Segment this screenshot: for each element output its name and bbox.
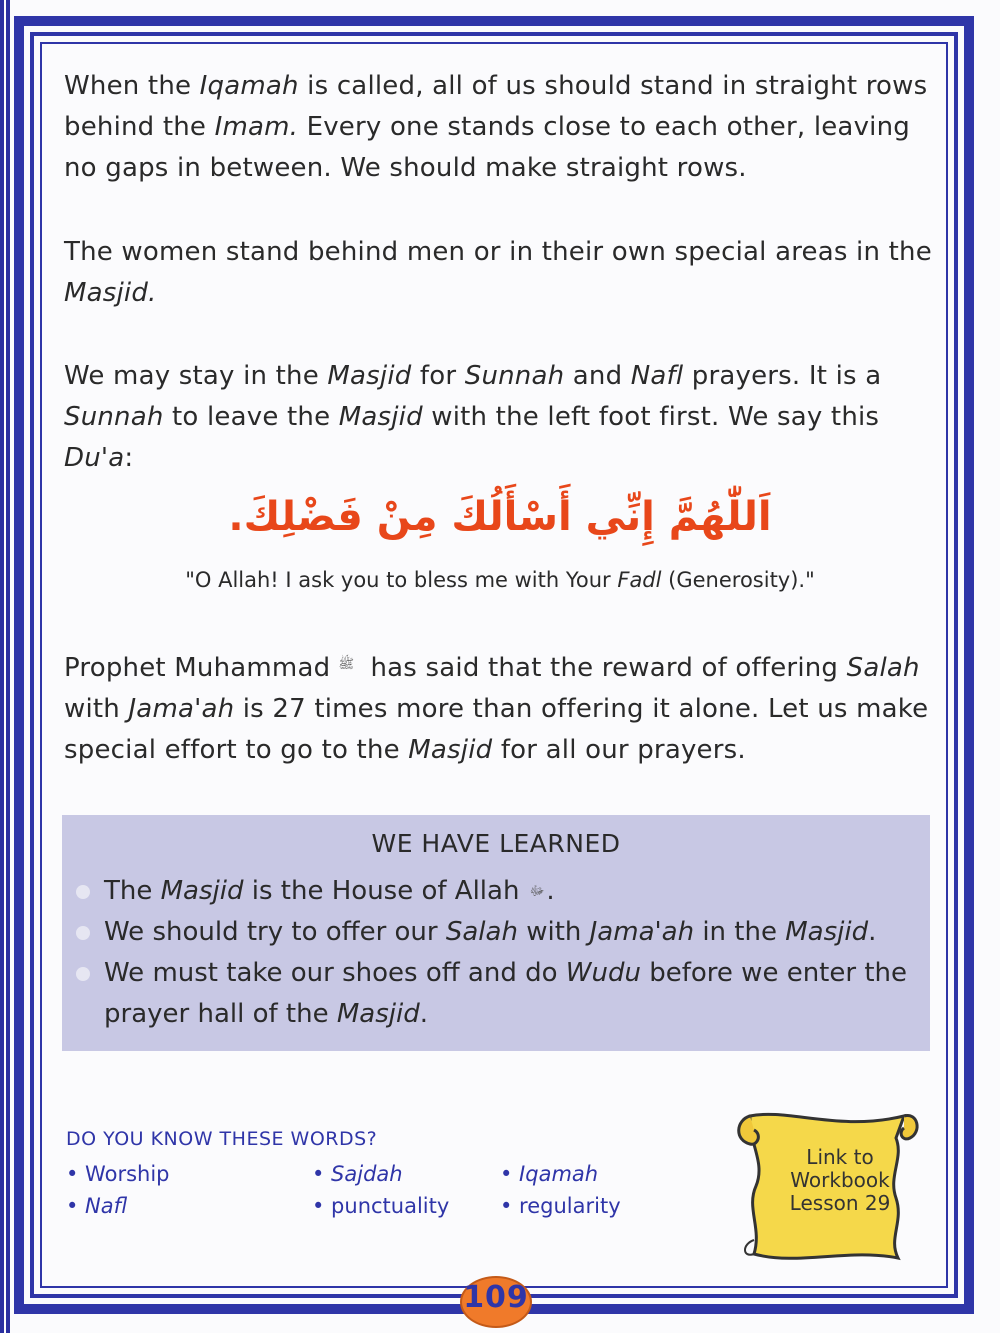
glorified-glyph: ﷻ bbox=[529, 884, 545, 899]
text: "O Allah! I ask you to bless me with Your bbox=[185, 568, 618, 592]
text: and bbox=[564, 361, 631, 391]
learned-list bbox=[74, 871, 924, 1035]
text: . bbox=[868, 917, 877, 947]
vocab-title: DO YOU KNOW THESE WORDS? bbox=[66, 1128, 378, 1150]
text: We should try to offer our bbox=[104, 917, 446, 947]
workbook-line: Link to bbox=[806, 1145, 874, 1169]
term-salah: Salah bbox=[846, 653, 920, 683]
term: Masjid bbox=[785, 917, 869, 947]
text: (Generosity)." bbox=[661, 568, 815, 592]
vocab-word: • Nafl bbox=[66, 1194, 128, 1218]
vocab-column bbox=[66, 1158, 170, 1222]
text: Prophet Muhammad bbox=[64, 653, 331, 683]
text: The bbox=[104, 876, 161, 906]
text: with bbox=[517, 917, 590, 947]
term-sunnah: Sunnah bbox=[464, 361, 565, 391]
text: before we enter the prayer hall of the bbox=[104, 958, 907, 1029]
vocab-word: • Iqamah bbox=[500, 1162, 599, 1186]
text: for bbox=[411, 361, 465, 391]
learned-item bbox=[74, 912, 924, 953]
term-masjid: Masjid. bbox=[64, 278, 157, 308]
text: with bbox=[64, 694, 129, 724]
paragraph-reward bbox=[64, 644, 934, 771]
learned-item bbox=[74, 953, 924, 1035]
term-dua: Du'a bbox=[64, 443, 125, 473]
dua-translation bbox=[0, 568, 1000, 592]
term-masjid: Masjid bbox=[408, 735, 493, 765]
term: Masjid bbox=[336, 999, 420, 1029]
text: The women stand behind men or in their own special areas in the bbox=[64, 237, 932, 267]
pbuh-glyph: ﷺ bbox=[338, 657, 355, 672]
vocab-column bbox=[500, 1158, 621, 1222]
vocab-word: • punctuality bbox=[312, 1194, 450, 1218]
text: Every one stands close to each other, leaving no gaps in between. We should make straight rows. bbox=[64, 112, 910, 183]
vocab-word: • Worship bbox=[66, 1162, 170, 1186]
term-imam: Imam. bbox=[214, 112, 299, 142]
text: with the left foot first. We say this bbox=[422, 402, 880, 432]
text: is the House of Allah bbox=[243, 876, 528, 906]
workbook-link[interactable] bbox=[760, 1146, 920, 1215]
term-fadl: Fadl bbox=[617, 568, 662, 592]
paragraph-sunnah bbox=[64, 356, 934, 479]
paragraph-women bbox=[64, 232, 934, 314]
text: is 27 times more than offering it alone. Let us make special effort to go to the bbox=[64, 694, 929, 765]
text: We must take our shoes off and do bbox=[104, 958, 566, 988]
text: When the bbox=[64, 71, 200, 101]
term-masjid: Masjid bbox=[327, 361, 412, 391]
term-masjid: Masjid bbox=[338, 402, 423, 432]
paragraph-iqamah bbox=[64, 66, 934, 189]
learned-title: WE HAVE LEARNED bbox=[371, 829, 621, 858]
text: . bbox=[419, 999, 428, 1029]
text: has said that the reward of offering bbox=[362, 653, 847, 683]
term-nafl: Nafl bbox=[630, 361, 684, 391]
page-edge-stripe bbox=[0, 0, 10, 1333]
vocab-word: • regularity bbox=[500, 1194, 621, 1218]
term: Jama'ah bbox=[589, 917, 695, 947]
vocab-list bbox=[66, 1158, 686, 1228]
arabic-dua: اَللّٰهُمَّ إِنِّي أَسْأَلُكَ مِنْ فَضْلِكَ. bbox=[228, 494, 772, 540]
term-jamaah: Jama'ah bbox=[128, 694, 235, 724]
text: . bbox=[546, 876, 555, 906]
vocab-word: • Sajdah bbox=[312, 1162, 403, 1186]
text: prayers. It is a bbox=[683, 361, 882, 391]
term: Masjid bbox=[160, 876, 244, 906]
vocab-column bbox=[312, 1158, 449, 1222]
text: for all our prayers. bbox=[492, 735, 746, 765]
we-have-learned-box bbox=[62, 815, 930, 1051]
text: : bbox=[124, 443, 134, 473]
term: Wudu bbox=[565, 958, 641, 988]
text: to leave the bbox=[163, 402, 339, 432]
text: We may stay in the bbox=[64, 361, 328, 391]
term: Salah bbox=[445, 917, 518, 947]
page-number: 109 bbox=[463, 1280, 529, 1315]
text: is called, all of us should stand in straight rows behind the bbox=[64, 71, 928, 142]
workbook-line: Workbook bbox=[790, 1168, 890, 1192]
workbook-line: Lesson 29 bbox=[789, 1191, 891, 1215]
term-sunnah: Sunnah bbox=[64, 402, 164, 432]
term-iqamah: Iqamah bbox=[199, 71, 299, 101]
learned-item bbox=[74, 871, 924, 912]
text: in the bbox=[694, 917, 786, 947]
